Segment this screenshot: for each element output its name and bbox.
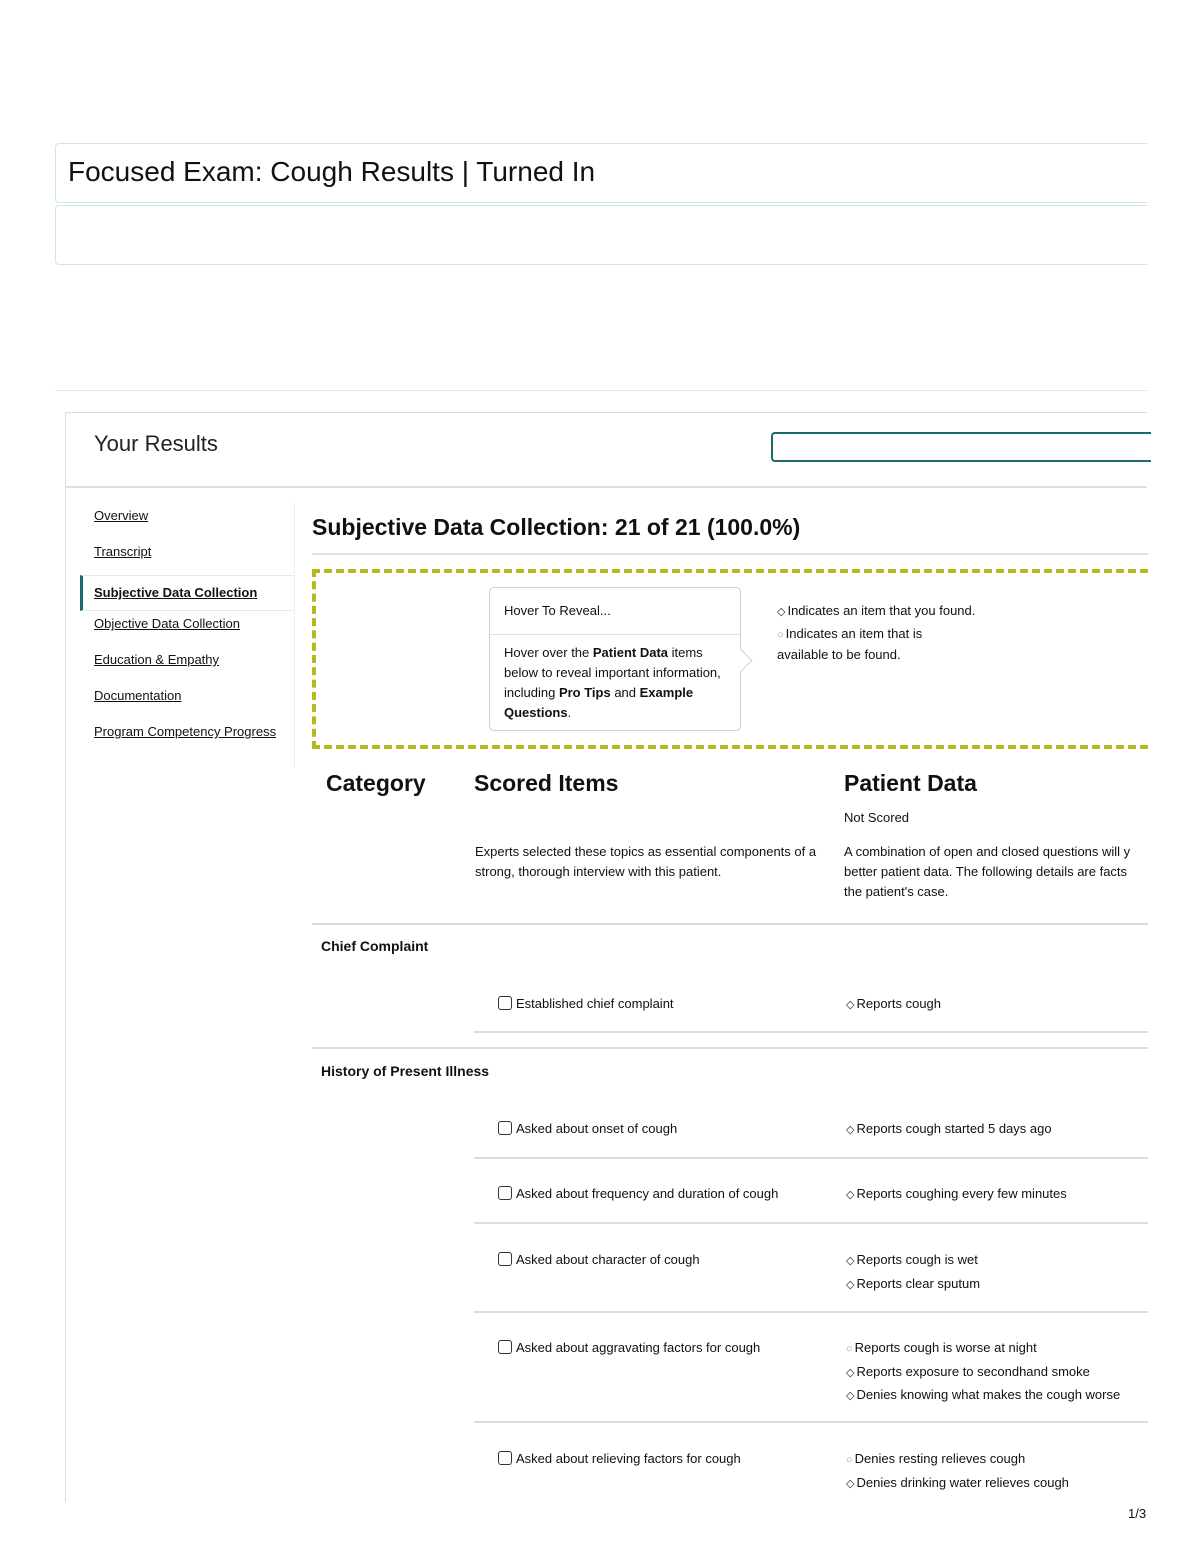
page-title: Focused Exam: Cough Results | Turned In: [68, 156, 596, 187]
diamond-icon: ◇: [846, 1477, 855, 1490]
patient-data-item[interactable]: ◇ Reports coughing every few minutes: [846, 1186, 1067, 1201]
diamond-icon: ◇: [846, 1189, 855, 1201]
patient-data-list: [846, 1448, 1069, 1495]
sidebar-item-objective-data-collection[interactable]: Objective Data Collection: [94, 616, 240, 631]
column-header-patient-data: Patient Data: [844, 770, 977, 796]
scored-item: Asked about character of cough: [516, 1252, 700, 1267]
diamond-icon: ◇: [846, 1124, 855, 1136]
patient-data-item[interactable]: ◇ Reports cough started 5 days ago: [846, 1121, 1052, 1136]
section-title: Subjective Data Collection: 21 of 21 (100.0%): [312, 514, 801, 540]
legend-keys: [777, 601, 977, 667]
sidebar-item-transcript[interactable]: Transcript: [94, 544, 152, 559]
table-header-divider: [312, 923, 1148, 925]
diamond-icon: ◇: [846, 999, 855, 1011]
patient-data-item[interactable]: ◇ Reports cough: [846, 996, 942, 1011]
results-title: Your Results: [94, 431, 218, 456]
sidebar-item-subjective-data-collection[interactable]: Subjective Data Collection: [80, 575, 294, 611]
row-divider: [474, 1311, 1148, 1313]
patient-data-item[interactable]: ○ Denies resting relieves cough: [846, 1451, 1026, 1466]
checkbox-icon: [498, 1340, 512, 1354]
row-divider: [474, 1222, 1148, 1224]
category-divider: [312, 1047, 1148, 1049]
checkbox-icon: [498, 1186, 512, 1200]
patient-data-item[interactable]: ◇ Denies drinking water relieves cough: [846, 1474, 1069, 1490]
diamond-icon: ◇: [777, 606, 786, 618]
scored-item: Asked about relieving factors for cough: [516, 1451, 741, 1466]
tooltip-heading: Hover To Reveal...: [490, 588, 740, 635]
checkbox-icon: [498, 1252, 512, 1266]
search-input[interactable]: [771, 432, 1151, 462]
legend-found-key: ◇ Indicates an item that you found.: [777, 603, 976, 618]
scored-item: Asked about aggravating factors for cough: [516, 1340, 761, 1355]
row-divider: [474, 1421, 1148, 1423]
column-header-category: Category: [326, 770, 426, 796]
diamond-icon: ◇: [846, 1255, 855, 1267]
column-header-scored-items: Scored Items: [474, 770, 619, 796]
divider: [55, 390, 1147, 391]
scored-items-description: Experts selected these topics as essential components of a strong, thorough interview with this patient.: [475, 844, 817, 879]
checkbox-icon: [498, 996, 512, 1010]
sidebar-item-education-empathy[interactable]: Education & Empathy: [94, 652, 220, 667]
legend-available-key: ○ Indicates an item that is available to be found.: [777, 626, 923, 662]
patient-data-item[interactable]: ◇ Reports clear sputum: [846, 1275, 981, 1291]
patient-data-item[interactable]: ◇ Reports cough is wet: [846, 1252, 978, 1267]
category-label: Chief Complaint: [321, 938, 429, 954]
results-header: [66, 413, 1147, 488]
patient-data-description: A combination of open and closed questions will y better patient data. The following details are facts the patient's case.: [844, 844, 1131, 899]
diamond-icon: ◇: [846, 1278, 855, 1291]
diamond-icon: ◇: [846, 1390, 855, 1402]
category-label: History of Present Illness: [321, 1063, 490, 1079]
sidebar-item-documentation[interactable]: Documentation: [94, 688, 182, 703]
scored-item: Established chief complaint: [516, 996, 674, 1011]
circle-icon: ○: [846, 1343, 853, 1355]
scored-item: Asked about frequency and duration of cough: [516, 1186, 779, 1201]
sidebar-item-overview[interactable]: Overview: [94, 508, 149, 523]
page-number: 1/3: [1128, 1506, 1147, 1521]
legend-box: [312, 569, 1148, 749]
tooltip-body: Hover over the Patient Data items below to reveal important information, including Pro Tips and Example Questions.: [504, 645, 721, 720]
row-divider: [474, 1157, 1148, 1159]
section-divider: [312, 553, 1148, 555]
scored-item: Asked about onset of cough: [516, 1121, 678, 1136]
patient-data-item[interactable]: ○ Reports cough is worse at night: [846, 1340, 1037, 1355]
page-subheader-box: [55, 205, 1147, 265]
sidebar-item-program-competency-progress[interactable]: Program Competency Progress: [94, 724, 277, 739]
row-divider: [474, 1031, 1148, 1033]
patient-data-list: [846, 1249, 980, 1296]
patient-data-item[interactable]: ◇ Reports exposure to secondhand smoke: [846, 1363, 1090, 1379]
checkbox-icon: [498, 1121, 512, 1135]
hover-tooltip-card: [489, 587, 741, 731]
diamond-icon: ◇: [846, 1366, 855, 1379]
sidebar-border: [294, 503, 295, 768]
patient-data-subtitle: Not Scored: [844, 810, 910, 825]
circle-icon: ○: [777, 629, 784, 641]
patient-data-item[interactable]: ◇ Denies knowing what makes the cough worse: [846, 1387, 1121, 1402]
circle-icon: ○: [846, 1454, 853, 1466]
page-title-box: [55, 143, 1147, 203]
sidebar-nav: [80, 503, 294, 755]
patient-data-list: [846, 1337, 1120, 1408]
checkbox-icon: [498, 1451, 512, 1465]
